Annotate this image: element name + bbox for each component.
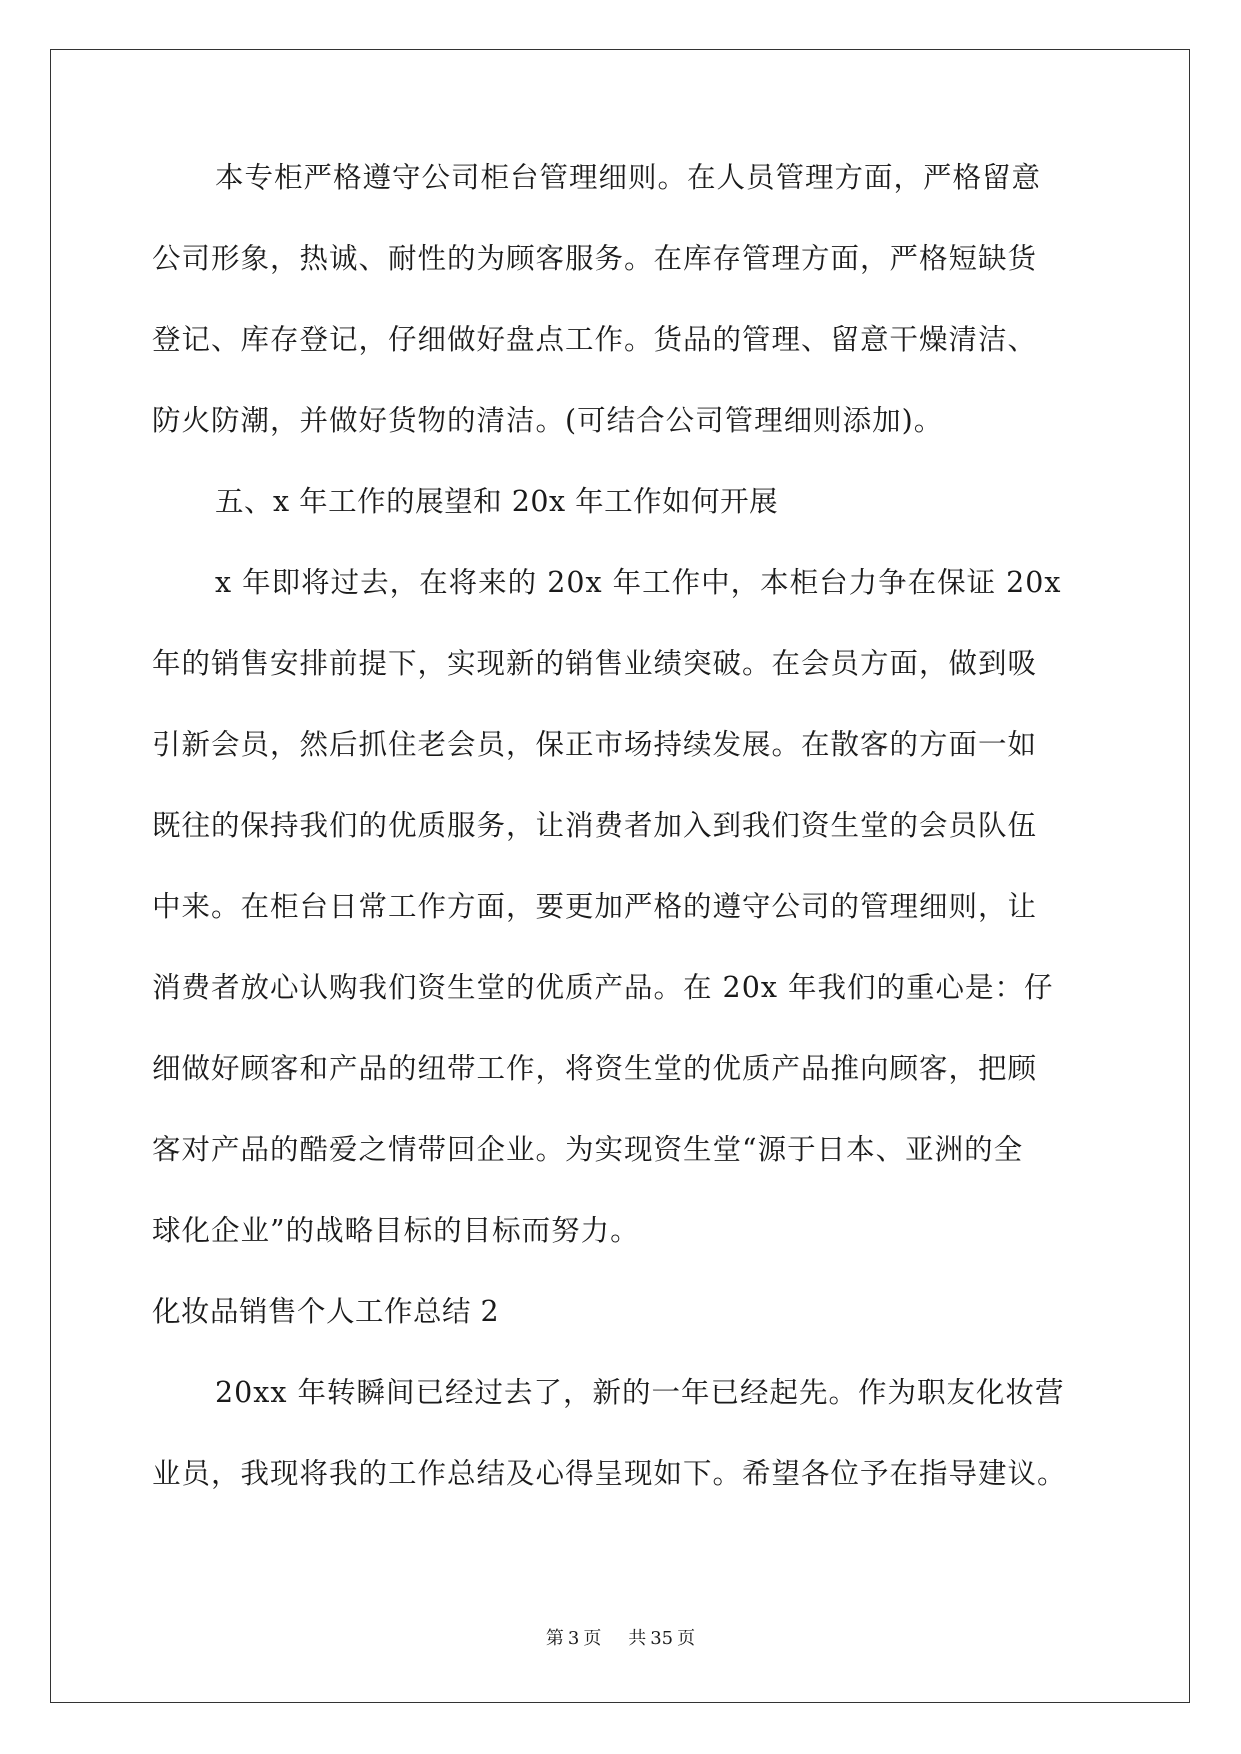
total-label: 共 <box>628 1628 647 1649</box>
paragraph-line: 消费者放心认购我们资生堂的优质产品。在 20x 年我们的重心是：仔 <box>152 971 1054 1004</box>
page-footer <box>0 1628 1241 1650</box>
total-pages: 35 <box>650 1628 674 1649</box>
section-heading: 五、x 年工作的展望和 20x 年工作如何开展 <box>215 485 779 518</box>
page-number: 3 <box>567 1628 580 1649</box>
paragraph-line: 球化企业”的战略目标的目标而努力。 <box>152 1214 640 1247</box>
paragraph-line: 防火防潮，并做好货物的清洁。(可结合公司管理细则添加)。 <box>152 404 944 437</box>
paragraph-line: 中来。在柜台日常工作方面，要更加严格的遵守公司的管理细则，让 <box>152 890 1038 923</box>
total-unit: 页 <box>677 1628 696 1649</box>
paragraph-line: 细做好顾客和产品的纽带工作，将资生堂的优质产品推向顾客，把顾 <box>152 1052 1038 1085</box>
paragraph-line: x 年即将过去，在将来的 20x 年工作中，本柜台力争在保证 20x <box>215 566 1062 599</box>
paragraph-line: 本专柜严格遵守公司柜台管理细则。在人员管理方面，严格留意 <box>215 161 1042 194</box>
page-label: 第 <box>545 1628 564 1649</box>
paragraph-line: 年的销售安排前提下，实现新的销售业绩突破。在会员方面，做到吸 <box>152 647 1038 680</box>
paragraph-line: 引新会员，然后抓住老会员，保正市场持续发展。在散客的方面一如 <box>152 728 1038 761</box>
paragraph-line: 公司形象，热诚、耐性的为顾客服务。在库存管理方面，严格短缺货 <box>152 242 1038 275</box>
paragraph-line: 登记、库存登记，仔细做好盘点工作。货品的管理、留意干燥清洁、 <box>152 323 1038 356</box>
document-section-title: 化妆品销售个人工作总结 2 <box>152 1295 500 1328</box>
paragraph-line: 业员，我现将我的工作总结及心得呈现如下。希望各位予在指导建议。 <box>152 1457 1067 1490</box>
page-unit: 页 <box>583 1628 602 1649</box>
paragraph-line: 客对产品的酷爱之情带回企业。为实现资生堂“源于日本、亚洲的全 <box>152 1133 1024 1166</box>
document-body <box>152 158 1087 1535</box>
paragraph-line: 既往的保持我们的优质服务，让消费者加入到我们资生堂的会员队伍 <box>152 809 1038 842</box>
paragraph-line: 20xx 年转瞬间已经过去了，新的一年已经起先。作为职友化妆营 <box>215 1376 1065 1409</box>
